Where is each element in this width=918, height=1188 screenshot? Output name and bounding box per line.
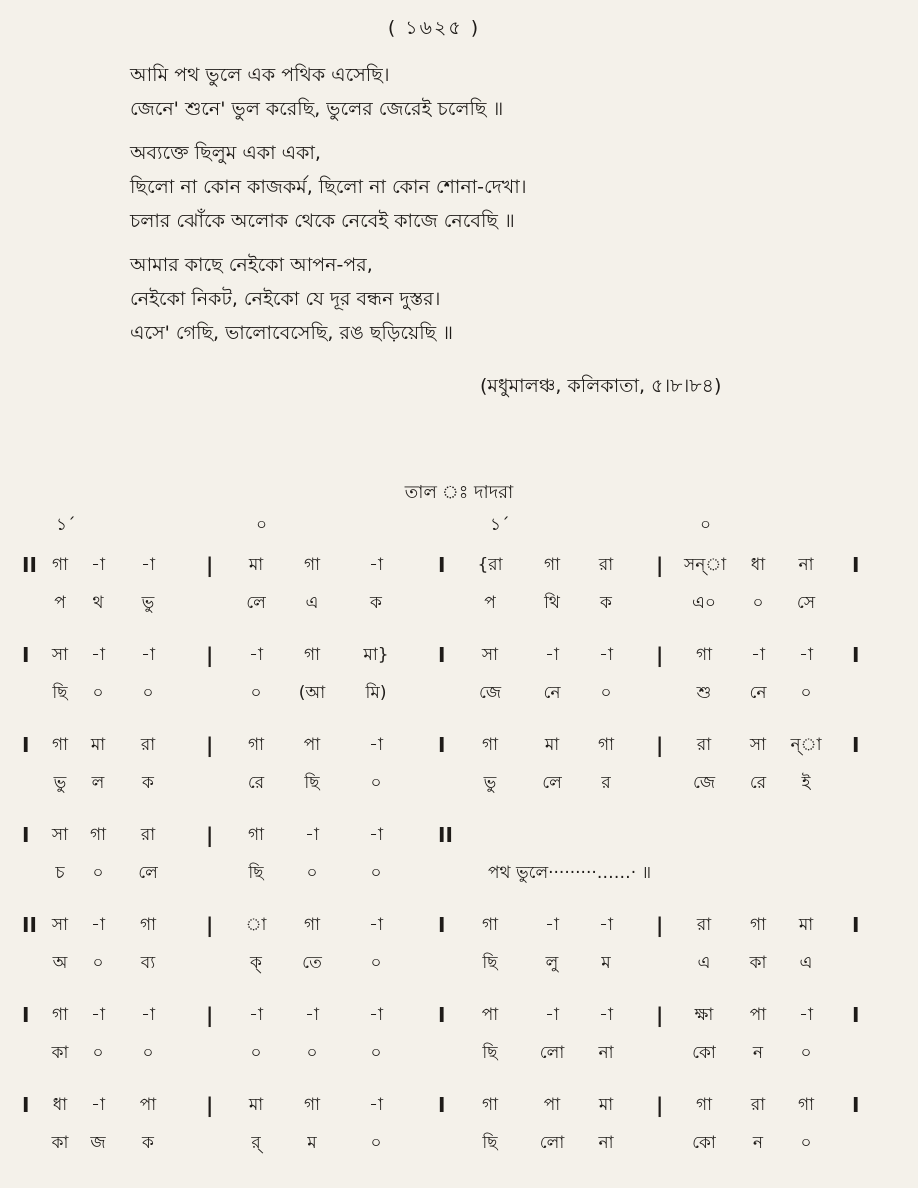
bar-line: | bbox=[206, 1093, 214, 1117]
bar-line: | bbox=[206, 733, 214, 757]
lyric-syllable: ০ bbox=[370, 953, 382, 973]
lyric-row bbox=[0, 858, 918, 894]
swara-note: -া bbox=[141, 555, 155, 575]
lyric-syllable: ০ bbox=[370, 1043, 382, 1063]
swara-row bbox=[0, 1000, 918, 1036]
beat-mark-2: ০ bbox=[256, 515, 268, 535]
lyric-syllable: জে bbox=[478, 683, 502, 703]
lyric-syllable: ম bbox=[307, 1133, 317, 1153]
bar-line: I bbox=[438, 1003, 446, 1027]
notation-block bbox=[0, 550, 918, 630]
swara-note: -া bbox=[91, 1005, 105, 1025]
swara-note: -া bbox=[751, 645, 765, 665]
lyric-syllable: ছি bbox=[248, 863, 264, 883]
bar-line: II bbox=[22, 553, 37, 577]
lyric-syllable: ল bbox=[91, 773, 105, 793]
bar-line: I bbox=[852, 553, 860, 577]
lyric-syllable: ০ bbox=[306, 863, 318, 883]
beat-mark-3: ১´ bbox=[490, 515, 510, 535]
swara-note: ধা bbox=[750, 555, 766, 575]
bar-line: I bbox=[438, 1093, 446, 1117]
lyric-syllable: অ bbox=[52, 953, 68, 973]
swara-note: গা bbox=[139, 915, 157, 935]
bar-line: I bbox=[852, 1093, 860, 1117]
poem-line: আমার কাছে নেইকো আপন-পর, bbox=[130, 254, 373, 276]
notation-block bbox=[0, 640, 918, 720]
attribution: (মধুমালঞ্চ, কলিকাতা, ৫।৮।৮৪) bbox=[480, 375, 722, 397]
swara-note: -া bbox=[545, 645, 559, 665]
lyric-syllable: র bbox=[601, 773, 611, 793]
lyric-row bbox=[0, 588, 918, 624]
lyric-syllable: ব্য bbox=[140, 953, 156, 973]
swara-note: গা bbox=[303, 645, 321, 665]
lyric-syllable: ০ bbox=[142, 1043, 154, 1063]
swara-note: গা bbox=[481, 1095, 499, 1115]
lyric-syllable: ন bbox=[752, 1043, 764, 1063]
lyric-syllable: ছি bbox=[482, 953, 498, 973]
bar-line: I bbox=[22, 823, 30, 847]
lyric-syllable: ০ bbox=[800, 1133, 812, 1153]
bar-line: I bbox=[22, 643, 30, 667]
lyric-syllable: সে bbox=[796, 593, 816, 613]
poem-line: এসে' গেছি, ভালোবেসেছি, রঙ ছড়িয়েছি ॥ bbox=[130, 322, 453, 344]
lyric-syllable: কা bbox=[749, 953, 767, 973]
swara-note: রা bbox=[696, 915, 712, 935]
lyric-syllable: মি) bbox=[365, 683, 387, 703]
swara-note: -া bbox=[141, 1005, 155, 1025]
swara-note: রা bbox=[140, 825, 156, 845]
swara-note: গা bbox=[51, 735, 69, 755]
poem-lyrics bbox=[130, 58, 850, 350]
lyric-syllable: তে bbox=[302, 953, 322, 973]
beat-mark-4: ০ bbox=[700, 515, 712, 535]
swara-note: গা bbox=[695, 645, 713, 665]
lyric-syllable: ০ bbox=[92, 863, 104, 883]
lyric-syllable: র্ bbox=[251, 1133, 261, 1153]
bar-line: | bbox=[656, 1093, 664, 1117]
swara-note: সা bbox=[51, 915, 69, 935]
bar-line: | bbox=[656, 913, 664, 937]
lyric-syllable: ম bbox=[601, 953, 611, 973]
bar-line: II bbox=[438, 823, 453, 847]
lyric-syllable: ক bbox=[600, 593, 612, 613]
swara-note: -া bbox=[91, 915, 105, 935]
swara-note: -া bbox=[249, 1005, 263, 1025]
lyric-syllable: ক bbox=[142, 773, 154, 793]
swara-note: গা bbox=[247, 825, 265, 845]
swara-note: গা bbox=[695, 1095, 713, 1115]
swara-note: -া bbox=[91, 1095, 105, 1115]
lyric-syllable: জ bbox=[90, 1133, 106, 1153]
bar-line: I bbox=[22, 733, 30, 757]
swara-note: -া bbox=[545, 1005, 559, 1025]
swara-note: ধা bbox=[52, 1095, 68, 1115]
lyric-syllable: ০ bbox=[92, 1043, 104, 1063]
bar-line: I bbox=[852, 733, 860, 757]
swara-row bbox=[0, 640, 918, 676]
swara-note: গা bbox=[597, 735, 615, 755]
bar-line: I bbox=[852, 1003, 860, 1027]
swara-row bbox=[0, 1090, 918, 1126]
bar-line: I bbox=[438, 553, 446, 577]
bar-line: I bbox=[22, 1093, 30, 1117]
lyric-syllable: জে bbox=[692, 773, 716, 793]
lyric-syllable: রে bbox=[247, 773, 265, 793]
lyric-syllable: শু bbox=[696, 683, 712, 703]
lyric-row bbox=[0, 768, 918, 804]
lyric-syllable: রে bbox=[749, 773, 767, 793]
swara-note: মা bbox=[544, 735, 560, 755]
lyric-syllable: ক্ bbox=[250, 953, 262, 973]
lyric-syllable: লে bbox=[246, 593, 266, 613]
poem-line: চলার ঝোঁকে অলোক থেকে নেবেই কাজে নেবেছি ॥ bbox=[130, 210, 515, 232]
swara-note: গা bbox=[481, 735, 499, 755]
lyric-syllable: থ bbox=[92, 593, 104, 613]
lyric-syllable: ০ bbox=[92, 953, 104, 973]
bar-line: | bbox=[206, 643, 214, 667]
lyric-syllable: এ bbox=[305, 593, 319, 613]
lyric-syllable: ০ bbox=[800, 683, 812, 703]
lyric-syllable: ০ bbox=[370, 1133, 382, 1153]
poem-line: জেনে' শুনে' ভুল করেছি, ভুলের জেরেই চলেছি ॥ bbox=[130, 98, 504, 120]
swara-note: রা bbox=[598, 555, 614, 575]
beat-mark-1: ১´ bbox=[56, 515, 76, 535]
bar-line: | bbox=[656, 643, 664, 667]
page-number: ( ১৬২৫ ) bbox=[387, 17, 481, 39]
lyric-syllable: থি bbox=[544, 593, 560, 613]
bar-line: | bbox=[206, 913, 214, 937]
lyric-syllable: ০ bbox=[250, 1043, 262, 1063]
swara-note: সা bbox=[481, 645, 499, 665]
bar-line: I bbox=[852, 643, 860, 667]
lyric-syllable: লে bbox=[542, 773, 562, 793]
lyric-syllable: ভু bbox=[483, 773, 497, 793]
bar-line: | bbox=[656, 553, 664, 577]
swara-row bbox=[0, 730, 918, 766]
swara-note: মা bbox=[90, 735, 106, 755]
lyric-syllable: ০ bbox=[752, 593, 764, 613]
swara-note: সা bbox=[51, 825, 69, 845]
lyric-syllable: প bbox=[484, 593, 496, 613]
lyric-syllable: না bbox=[598, 1133, 614, 1153]
lyric-syllable: ভু bbox=[53, 773, 67, 793]
swara-note: মা bbox=[248, 1095, 264, 1115]
swara-note: পা bbox=[303, 735, 321, 755]
swara-note: -া bbox=[799, 1005, 813, 1025]
swara-note: মা} bbox=[363, 645, 389, 665]
lyric-row bbox=[0, 948, 918, 984]
notation-block bbox=[0, 730, 918, 810]
notation-block bbox=[0, 910, 918, 990]
poem-line: অব্যক্তে ছিলুম একা একা, bbox=[130, 142, 321, 164]
lyric-syllable: লো bbox=[539, 1133, 565, 1153]
swara-note: পা bbox=[139, 1095, 157, 1115]
poem-line: ছিলো না কোন কাজকর্ম, ছিলো না কোন শোনা-দেখা। bbox=[130, 176, 527, 198]
stanza-gap bbox=[130, 126, 850, 136]
lyric-syllable: ০ bbox=[250, 683, 262, 703]
swara-note: -া bbox=[305, 825, 319, 845]
lyric-syllable: ০ bbox=[370, 863, 382, 883]
stanza-gap bbox=[130, 238, 850, 248]
swara-note: ন্া bbox=[790, 735, 822, 755]
swara-note: মা bbox=[248, 555, 264, 575]
swara-note: রা bbox=[750, 1095, 766, 1115]
bar-line: | bbox=[206, 1003, 214, 1027]
swara-note: পা bbox=[481, 1005, 499, 1025]
lyric-syllable: ন bbox=[752, 1133, 764, 1153]
lyric-syllable: ০ bbox=[600, 683, 612, 703]
bar-line: I bbox=[438, 643, 446, 667]
swara-note: গা bbox=[247, 735, 265, 755]
swara-note: গা bbox=[51, 555, 69, 575]
swara-note: না bbox=[798, 555, 814, 575]
lyric-syllable: কা bbox=[51, 1043, 69, 1063]
swara-note: -া bbox=[141, 645, 155, 665]
swara-note: গা bbox=[543, 555, 561, 575]
swara-note: গা bbox=[481, 915, 499, 935]
lyric-row bbox=[0, 1128, 918, 1164]
repeat-note: পথ ভুলে·········……· ॥ bbox=[488, 863, 652, 883]
swara-note: গা bbox=[303, 1095, 321, 1115]
swara-note: -া bbox=[599, 1005, 613, 1025]
swara-note: সা bbox=[749, 735, 767, 755]
lyric-syllable: ক bbox=[370, 593, 382, 613]
swara-note: -া bbox=[799, 645, 813, 665]
lyric-syllable: ছি bbox=[482, 1043, 498, 1063]
bar-line: | bbox=[206, 553, 214, 577]
lyric-syllable: ক bbox=[142, 1133, 154, 1153]
notation-block bbox=[0, 1000, 918, 1080]
lyric-syllable: লো bbox=[539, 1043, 565, 1063]
lyric-syllable: ০ bbox=[142, 683, 154, 703]
lyric-syllable: কা bbox=[51, 1133, 69, 1153]
lyric-syllable: ছি bbox=[304, 773, 320, 793]
beat-marks bbox=[0, 512, 918, 542]
swara-note: রা bbox=[696, 735, 712, 755]
swara-note: পা bbox=[749, 1005, 767, 1025]
swara-note: -া bbox=[91, 645, 105, 665]
swara-note: গা bbox=[51, 1005, 69, 1025]
lyric-syllable: ০ bbox=[306, 1043, 318, 1063]
lyric-row bbox=[0, 1038, 918, 1074]
notation-block bbox=[0, 820, 918, 900]
swara-note: মা bbox=[798, 915, 814, 935]
lyric-syllable: না bbox=[598, 1043, 614, 1063]
swara-note: গা bbox=[303, 915, 321, 935]
swara-note: গা bbox=[89, 825, 107, 845]
swara-note: -া bbox=[369, 915, 383, 935]
swara-note: গা bbox=[749, 915, 767, 935]
swara-note: রা bbox=[140, 735, 156, 755]
bar-line: | bbox=[656, 1003, 664, 1027]
lyric-syllable: চ bbox=[55, 863, 65, 883]
swara-note: -া bbox=[369, 825, 383, 845]
bar-line: I bbox=[438, 733, 446, 757]
poem-line: আমি পথ ভুলে এক পথিক এসেছি। bbox=[130, 64, 390, 86]
lyric-syllable: প bbox=[54, 593, 66, 613]
swara-note: -া bbox=[369, 1005, 383, 1025]
tala-heading: তাল ঃ দাদরা bbox=[404, 482, 514, 503]
poem-line: নেইকো নিকট, নেইকো যে দূর বন্ধন দুস্তর। bbox=[130, 288, 441, 310]
swara-note: -া bbox=[545, 915, 559, 935]
swara-note: {রা bbox=[477, 555, 503, 575]
lyric-syllable: ই bbox=[801, 773, 811, 793]
swara-note: -া bbox=[249, 645, 263, 665]
lyric-syllable: ভু bbox=[141, 593, 155, 613]
lyric-syllable: নে bbox=[543, 683, 561, 703]
swara-note: সা bbox=[51, 645, 69, 665]
swara-note: মা bbox=[598, 1095, 614, 1115]
lyric-syllable: ছি bbox=[482, 1133, 498, 1153]
bar-line: I bbox=[438, 913, 446, 937]
notation-block bbox=[0, 1090, 918, 1170]
swara-row bbox=[0, 910, 918, 946]
lyric-row bbox=[0, 678, 918, 714]
lyric-syllable: নে bbox=[749, 683, 767, 703]
swara-note: গা bbox=[797, 1095, 815, 1115]
lyric-syllable: এ bbox=[697, 953, 711, 973]
swara-row bbox=[0, 820, 918, 856]
lyric-syllable: কো bbox=[692, 1043, 716, 1063]
swara-note: -া bbox=[305, 1005, 319, 1025]
swara-note: -া bbox=[369, 555, 383, 575]
swara-note: -া bbox=[91, 555, 105, 575]
swara-note: -া bbox=[599, 915, 613, 935]
swara-note: সন্া bbox=[684, 555, 727, 575]
swara-note: পা bbox=[543, 1095, 561, 1115]
lyric-syllable: এ০ bbox=[692, 593, 716, 613]
lyric-syllable: কো bbox=[692, 1133, 716, 1153]
swara-note: া bbox=[245, 915, 267, 935]
bar-line: | bbox=[656, 733, 664, 757]
swara-note: ক্ষা bbox=[694, 1005, 714, 1025]
lyric-syllable: এ bbox=[799, 953, 813, 973]
lyric-syllable: ০ bbox=[800, 1043, 812, 1063]
bar-line: I bbox=[852, 913, 860, 937]
swara-note: -া bbox=[369, 1095, 383, 1115]
swara-note: -া bbox=[599, 645, 613, 665]
swara-note: গা bbox=[303, 555, 321, 575]
bar-line: | bbox=[206, 823, 214, 847]
swara-note: -া bbox=[369, 735, 383, 755]
lyric-syllable: ০ bbox=[92, 683, 104, 703]
lyric-syllable: লু bbox=[545, 953, 559, 973]
lyric-syllable: ছি bbox=[52, 683, 68, 703]
lyric-syllable: (আ bbox=[298, 683, 326, 703]
swara-row bbox=[0, 550, 918, 586]
lyric-syllable: লে bbox=[138, 863, 158, 883]
bar-line: I bbox=[22, 1003, 30, 1027]
lyric-syllable: ০ bbox=[370, 773, 382, 793]
bar-line: II bbox=[22, 913, 37, 937]
